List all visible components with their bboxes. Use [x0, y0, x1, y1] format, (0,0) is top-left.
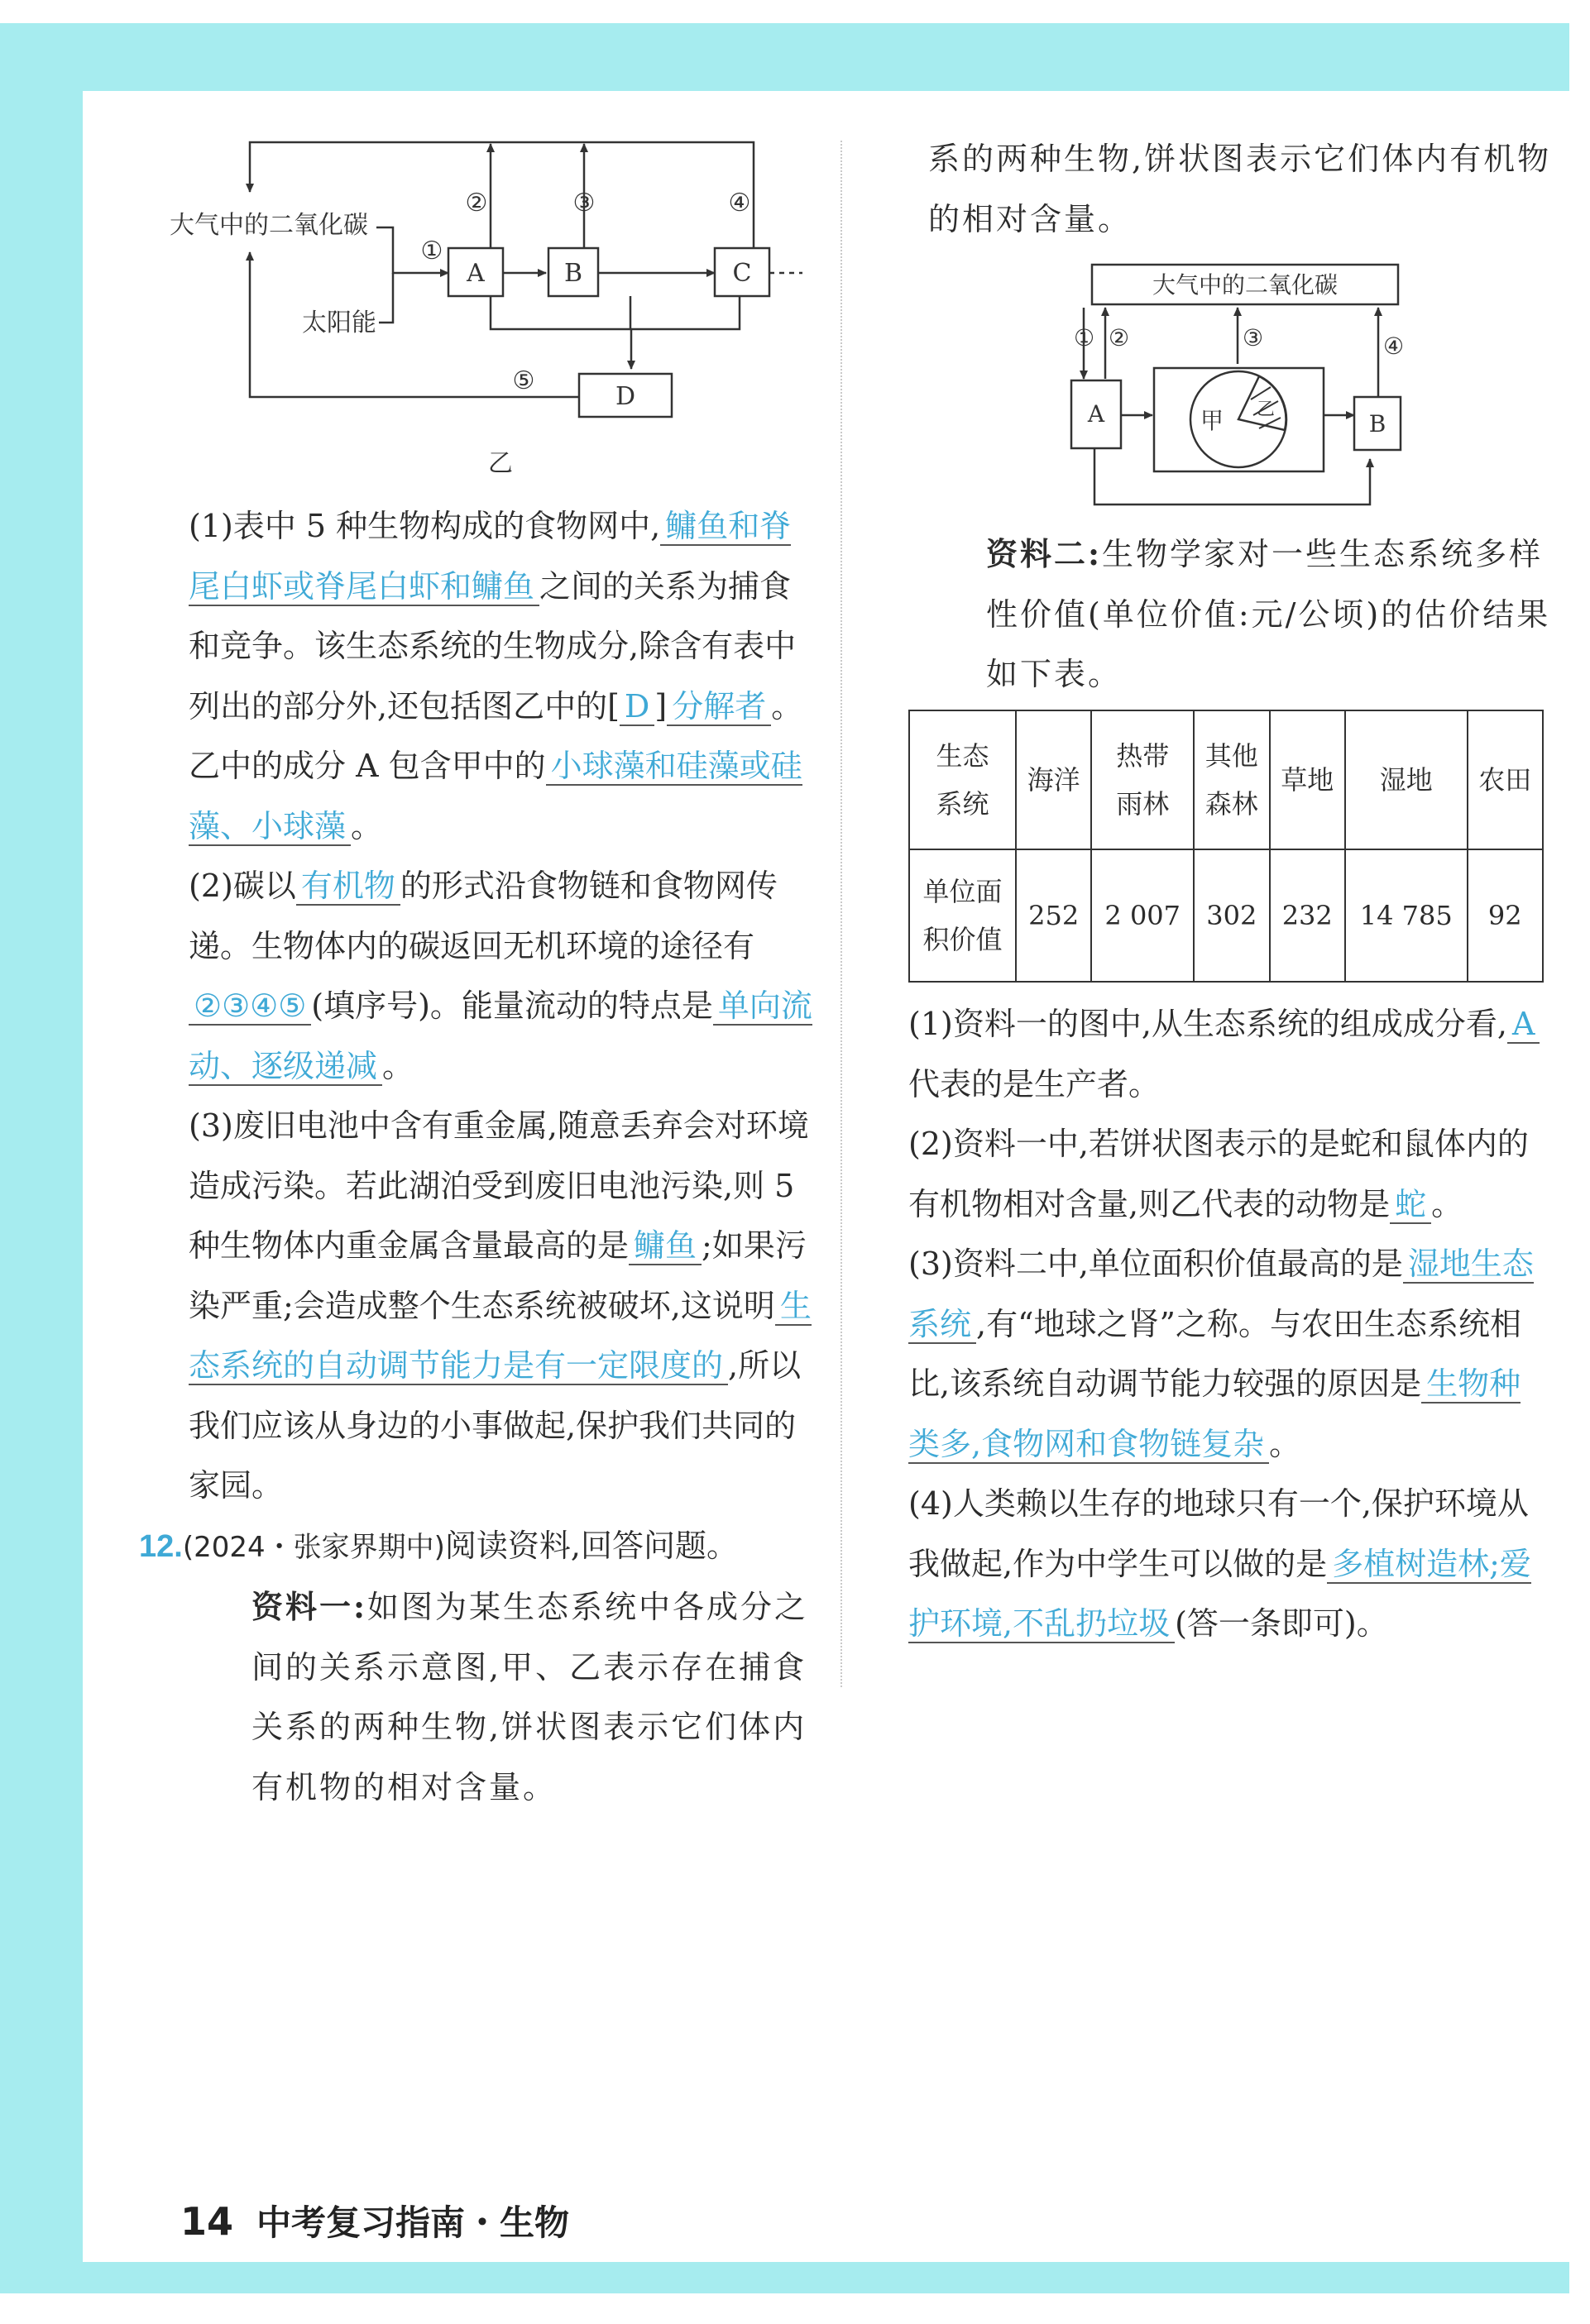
- q12-part2: (2)资料一中,若饼状图表示的是蛇和鼠体内的有机物相对含量,则乙代表的动物是 蛇 。: [908, 1126, 1529, 1222]
- table-col-header: 其他 森林: [1194, 710, 1269, 849]
- bottom-color-band: [0, 2262, 1569, 2293]
- node-c-label: C: [732, 259, 752, 288]
- table-cell: 2 007: [1091, 849, 1194, 982]
- material-1-label: 资料一:: [251, 1588, 368, 1625]
- answer-blank: 有机物: [296, 868, 400, 906]
- arrow-3-label: ③: [572, 189, 596, 218]
- answer-blank: 鳙鱼: [629, 1227, 702, 1265]
- table-cell: 14 785: [1345, 849, 1468, 982]
- q12-part1: (1)资料一的图中,从生态系统的组成成分看, A代表的是生产者。: [908, 994, 1545, 1114]
- q12-part4: (4)人类赖以生存的地球只有一个,保护环境从我做起,作为中学生可以做的是 多植树造林;爱护环境,不乱扔垃圾 (答一条即可)。: [908, 1485, 1531, 1642]
- book-title: 中考复习指南・生物: [256, 2202, 570, 2243]
- table-col-header: 草地: [1270, 710, 1345, 849]
- table-header-row: [909, 710, 1543, 849]
- node-d-label: D: [615, 382, 636, 411]
- top-color-band: [0, 23, 1569, 91]
- q11-part2: (2)碳以 有机物 的形式沿食物链和食物网传递。生物体内的碳返回无机环境的途径有②③④⑤ (填序号)。能量流动的特点是 单向流动、逐级递减 。: [189, 868, 812, 1084]
- q12-heading: 12.(2024・张家界期中)阅读资料,回答问题。: [139, 1527, 738, 1564]
- arrow-4-label: ④: [728, 189, 751, 218]
- question-number: 12.: [139, 1528, 183, 1564]
- table-cell: 92: [1468, 849, 1543, 982]
- answer-blank: 单向流动、逐级递减: [189, 987, 812, 1084]
- page-footer: [180, 2196, 569, 2245]
- table-col-header: 海洋: [1016, 710, 1091, 849]
- left-color-band: [0, 23, 83, 2293]
- answer-blank: 蛇: [1390, 1186, 1431, 1224]
- answer-blank: 多植树造林;爱护环境,不乱扔垃圾: [908, 1545, 1531, 1642]
- answer-blank: 生态系统的自动调节能力是有一定限度的: [189, 1287, 812, 1384]
- diagram-co2-label: 大气中的二氧化碳: [170, 211, 368, 240]
- arrow-4-label: ④: [1383, 332, 1405, 360]
- material-1-tail: 系的两种生物,饼状图表示它们体内有机物 的相对含量。: [928, 141, 1552, 237]
- diagram-material-1: [1067, 256, 1415, 529]
- table-col-header: 湿地: [1345, 710, 1468, 849]
- node-a-label: A: [467, 259, 485, 288]
- arrow-1-label: ①: [1074, 324, 1095, 351]
- node-b-label: B: [563, 259, 583, 288]
- arrow-5-label: ⑤: [512, 366, 535, 395]
- q11-part1: (1)表中 5 种生物构成的食物网中, 鳙鱼和脊尾白虾或脊尾白虾和鳙鱼 之间的关系为捕食和竞争。该生态系统的生物成分,除含有表中列出的部分外,还包括图乙中的[ D ] 分解者 。乙中的成分 A 包含甲中的 小球藻和硅藻或硅藻、小球藻 。: [189, 508, 803, 844]
- material-2-block: [928, 524, 1557, 705]
- answer-blank: 湿地生态系统: [908, 1246, 1534, 1342]
- table-cell: 232: [1270, 849, 1345, 982]
- answer-blank: 分解者: [667, 688, 771, 726]
- pie-yi-label: 乙: [1256, 399, 1276, 420]
- node-b-label: B: [1368, 410, 1386, 438]
- q12-part3: (3)资料二中,单位面积价值最高的是 湿地生态系统 ,有“地球之肾”之称。与农田生态系统相比,该系统自动调节能力较强的原因是 生物种类多,食物网和食物链复杂 。: [908, 1246, 1534, 1462]
- q11-part3: (3)废旧电池中含有重金属,随意丢弃会对环境造成污染。若此湖泊受到废旧电池污染,则 5 种生物体内重金属含量最高的是 鳙鱼 ;如果污染严重;会造成整个生态系统被破坏,这说明 生态系统的自动调节能力是有一定限度的 ,所以我们应该从身边的小事做起,保护我们共同的家园。: [189, 1107, 812, 1504]
- material-1: 资料一:如图为某生态系统中各成分之间的关系示意图,甲、乙表示存在捕食关系的两种生物,饼状图表示它们体内有机物的相对含量。: [251, 1588, 809, 1805]
- left-column: [139, 496, 813, 1817]
- page-number: 14: [180, 2199, 234, 2244]
- diagram-yi: [165, 124, 827, 488]
- pie-jia-label: 甲: [1200, 407, 1224, 434]
- value-table: [908, 710, 1544, 983]
- answer-blank: ②③④⑤: [189, 987, 311, 1026]
- table-row-header: 单位面 积价值: [909, 849, 1016, 982]
- table-col-header: 热带 雨林: [1091, 710, 1194, 849]
- q12-answers: [908, 994, 1545, 1654]
- table-cell: 302: [1194, 849, 1269, 982]
- arrow-1-label: ①: [420, 237, 443, 265]
- answer-blank: 小球藻和硅藻或硅藻、小球藻: [189, 748, 802, 844]
- table-row: [909, 849, 1543, 982]
- arrow-3-label: ③: [1243, 324, 1264, 351]
- question-source: (2024・张家界期中): [182, 1530, 445, 1564]
- material-2-label: 资料二:: [986, 535, 1103, 572]
- answer-blank: 鳙鱼和脊尾白虾或脊尾白虾和鳙鱼: [189, 508, 792, 605]
- diagram-caption: 乙: [488, 449, 513, 478]
- answer-blank: D: [620, 688, 654, 726]
- answer-blank: A: [1507, 1006, 1540, 1044]
- table-row-header: 生态 系统: [909, 710, 1016, 849]
- table-cell: 252: [1016, 849, 1091, 982]
- column-divider: [840, 141, 842, 1687]
- node-a-label: A: [1087, 400, 1105, 428]
- diagram-sun-label: 太阳能: [302, 308, 376, 337]
- arrow-2-label: ②: [1109, 324, 1130, 351]
- answer-blank: 生物种类多,食物网和食物链复杂: [908, 1365, 1521, 1462]
- co2-label: 大气中的二氧化碳: [1152, 271, 1339, 299]
- arrow-2-label: ②: [465, 189, 488, 218]
- table-col-header: 农田: [1468, 710, 1543, 849]
- material-2: 资料二:生物学家对一些生态系统多样性价值(单位价值:元/公顷)的估价结果如下表。: [986, 535, 1551, 692]
